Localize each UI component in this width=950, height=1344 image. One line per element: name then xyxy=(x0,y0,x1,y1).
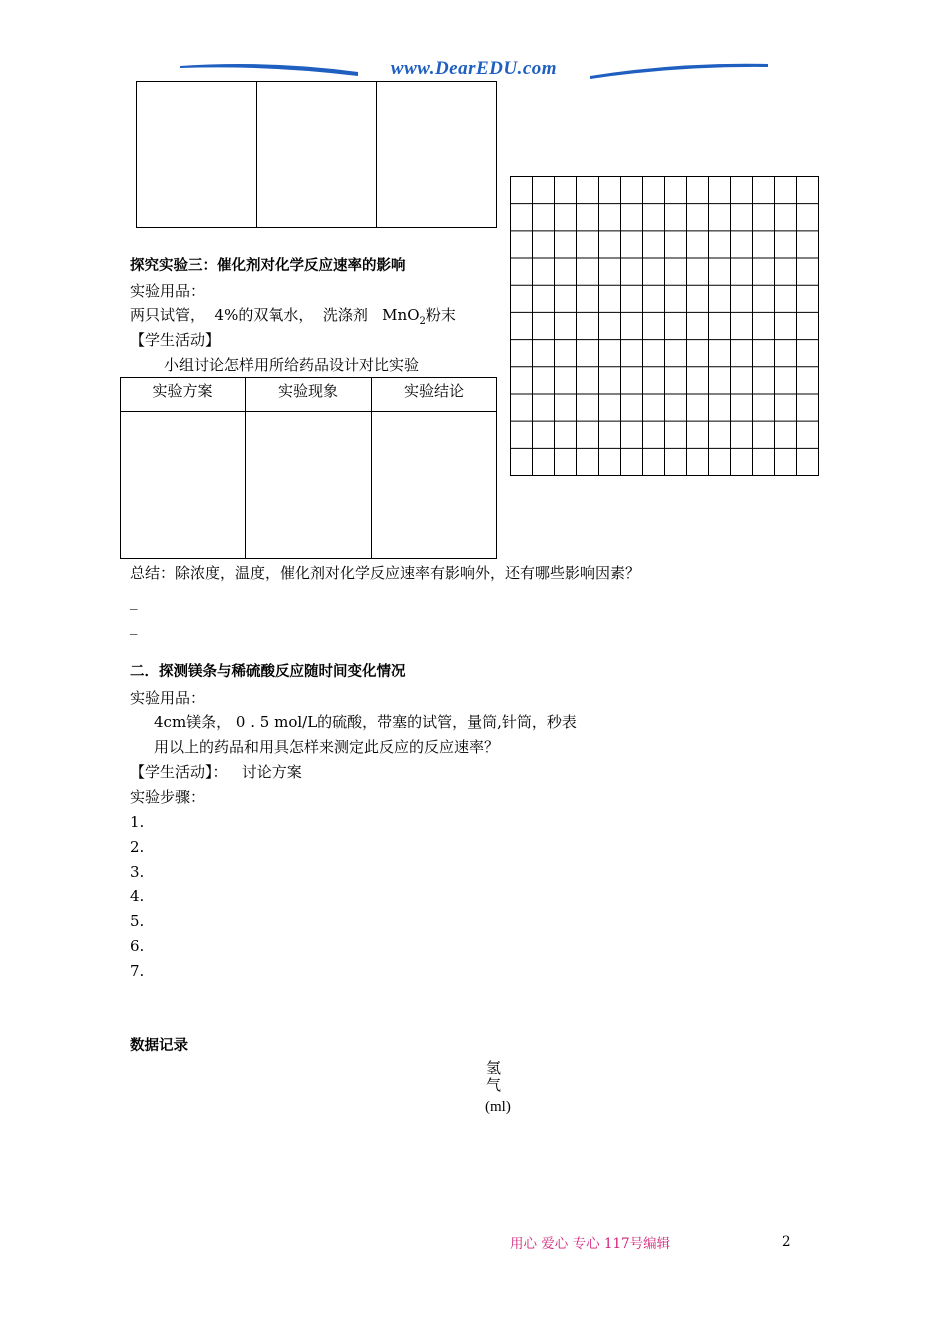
grid-lines xyxy=(510,176,819,476)
answer-grid xyxy=(510,176,819,476)
top-table-divider xyxy=(376,81,377,228)
table-header-conclusion: 实验结论 xyxy=(403,382,464,400)
experiment3-table-divider xyxy=(245,377,246,559)
experiment3-table-divider xyxy=(371,377,372,559)
step-item: 6. xyxy=(130,937,145,955)
section2-title: 二．探测镁条与稀硫酸反应随时间变化情况 xyxy=(130,664,406,680)
experiment3-table-header-rule xyxy=(120,411,497,412)
experiment3-materials-label: 实验用品： xyxy=(130,282,206,300)
steps-label: 实验步骤： xyxy=(130,788,206,806)
axis-label-char: 气 xyxy=(486,1076,502,1094)
step-item: 5. xyxy=(130,912,145,930)
experiment3-table xyxy=(120,377,497,559)
experiment3-materials: 两只试管， 4%的双氧水， 洗涤剂 MnO$_2$粉末 xyxy=(130,306,456,327)
summary-blank: _ xyxy=(130,592,138,610)
page-number: 2 xyxy=(782,1234,791,1250)
axis-unit: (ml) xyxy=(485,1099,511,1115)
section2-activity: 【学生活动】： 讨论方案 xyxy=(130,763,302,781)
footer-text: 用心 爱心 专心 117号编辑 xyxy=(510,1236,671,1252)
axis-label-char: 氢 xyxy=(486,1059,502,1077)
experiment3-activity-label: 【学生活动】 xyxy=(130,331,221,349)
table-header-phenomenon: 实验现象 xyxy=(277,382,338,400)
top-table xyxy=(136,81,497,228)
step-item: 1. xyxy=(130,813,145,831)
top-table-divider xyxy=(256,81,257,228)
step-item: 7. xyxy=(130,962,145,980)
summary-blank: _ xyxy=(130,617,138,635)
experiment3-activity-text: 小组讨论怎样用所给药品设计对比实验 xyxy=(164,356,420,374)
section2-materials: 4cm镁条， 0 . 5 mol/L的硫酸，带塞的试管，量筒,针筒，秒表 xyxy=(154,713,577,731)
section2-question: 用以上的药品和用具怎样来测定此反应的反应速率？ xyxy=(154,738,500,756)
logo-text: www.DearEDU.com xyxy=(390,58,558,79)
step-item: 2. xyxy=(130,838,145,856)
header-logo xyxy=(178,56,770,84)
section2-materials-label: 实验用品： xyxy=(130,689,206,707)
summary-question: 总结：除浓度，温度，催化剂对化学反应速率有影响外，还有哪些影响因素？ xyxy=(130,564,641,582)
experiment3-title: 探究实验三：催化剂对化学反应速率的影响 xyxy=(130,258,406,274)
step-item: 3. xyxy=(130,863,145,881)
step-item: 4. xyxy=(130,887,145,905)
data-record-title: 数据记录 xyxy=(130,1038,188,1054)
table-header-plan: 实验方案 xyxy=(152,382,213,400)
